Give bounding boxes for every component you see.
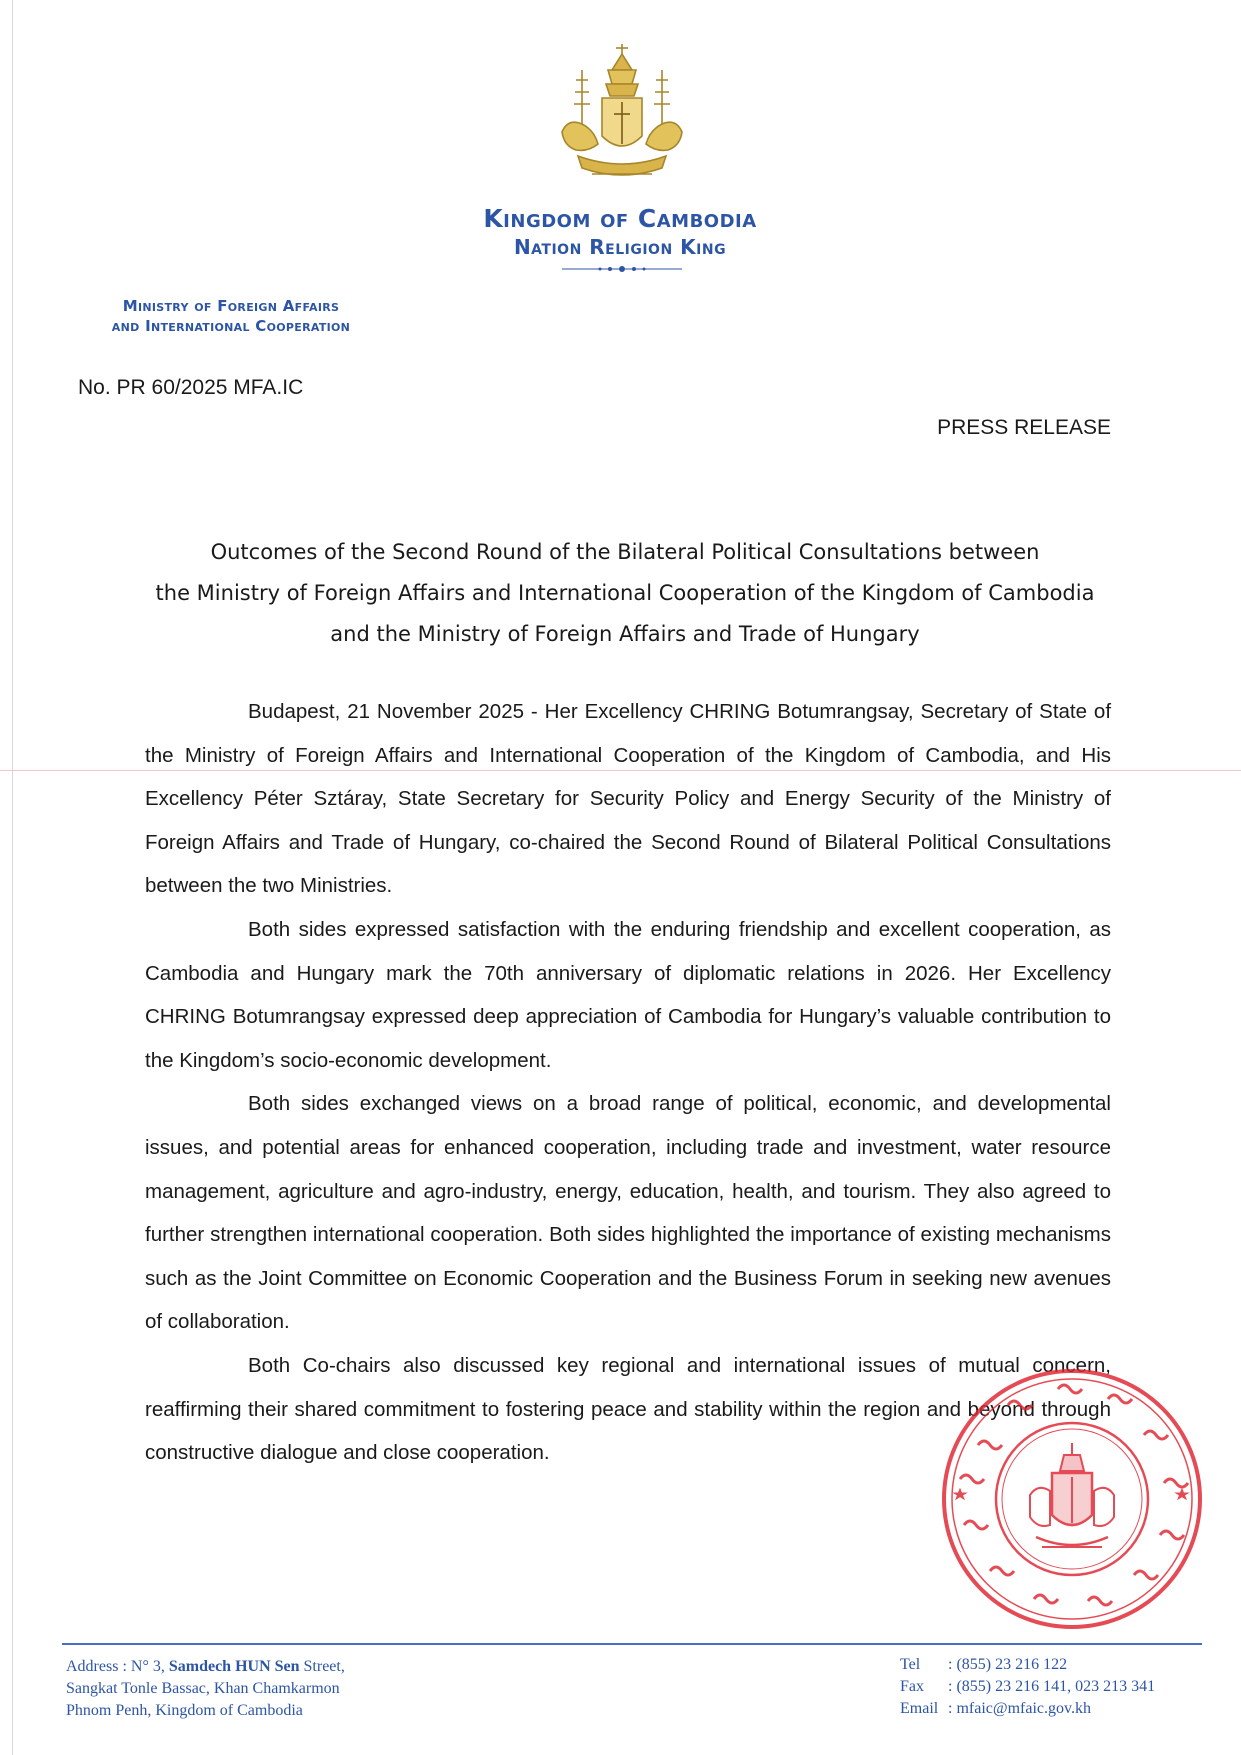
tel-label: Tel [900, 1656, 921, 1673]
paragraph-3: Both sides exchanged views on a broad range of political, economic, and developmental issues, and potential areas for enhanced cooperation, including trade and investment, water resource management, agriculture and agro-industry, energy, education, health, and tourism. They also agreed to further strengthen international cooperation. Both sides highlighted the importance of existing mechanisms such as the Joint Committee on Economic Cooperation and the Business Forum in seeking new avenues of collaboration. [145, 1092, 1111, 1334]
ministry-heading [56, 296, 406, 336]
ornament-divider-icon [562, 264, 682, 274]
paragraph-2: Both sides expressed satisfaction with the enduring friendship and excellent cooperation, as Cambodia and Hungary mark the 70th anniversary of diplomatic relations in 2026. Her Excellency CHRING Botumrangsay expressed deep appreciation of Cambodia for Hungary’s valuable contribution to the Kingdom’s socio-economic development. [145, 917, 1111, 1072]
dateline: Budapest, 21 November 2025 - [248, 700, 545, 723]
reference-number: No. PR 60/2025 MFA.IC [78, 376, 304, 399]
contact-tel [900, 1654, 1220, 1676]
contact-fax [900, 1676, 1220, 1698]
fax-label: Fax [900, 1678, 924, 1695]
tel-value: : (855) 23 216 122 [948, 1656, 1068, 1673]
address-line-1 [66, 1656, 566, 1678]
cochair-2-name: His Excellency Péter Sztáray [145, 743, 1111, 811]
kingdom-name: Kingdom of Cambodia [483, 204, 757, 233]
footer-contact [900, 1654, 1220, 1720]
contact-email [900, 1698, 1220, 1720]
address-street-suffix: Street, [299, 1658, 345, 1675]
email-label: Email [900, 1700, 939, 1717]
address-street-name: Samdech HUN Sen [168, 1658, 300, 1675]
national-motto: Nation Religion King [513, 235, 727, 259]
footer-divider [62, 1643, 1202, 1645]
email-value[interactable]: : mfaic@mfaic.gov.kh [948, 1700, 1091, 1717]
official-ministry-seal-icon [938, 1365, 1206, 1633]
paragraph-1-text-a: , Secretary of State of the Ministry of Foreign Affairs and International Cooperation of the Kingdom of Cambodia, and [145, 700, 1112, 767]
kingdom-heading [420, 204, 820, 260]
address-line-3: Phnom Penh, Kingdom of Cambodia [66, 1702, 303, 1719]
address-label: Address : N° 3, [66, 1658, 169, 1675]
royal-arms-of-cambodia-icon [542, 40, 702, 190]
paragraph-1 [145, 690, 1111, 908]
address-line-2: Sangkat Tonle Bassac, Khan Chamkarmon [66, 1680, 340, 1697]
page-edge [12, 0, 13, 1755]
paragraph-1-text-b: , State Secretary for Security Policy and Energy Security of the Ministry of Foreign Affairs and Trade of Hungary, co-chaired the Second Round of Bilateral Political Consultations between the two Ministries. [145, 787, 1111, 898]
paragraph-4: Both Co-chairs also discussed key regional and international issues of mutual concern, reaffirming their shared commitment to fostering peace and stability within the region and beyond through constructive dialogue and close cooperation. [145, 1353, 1111, 1465]
footer-address [66, 1656, 566, 1722]
title-line: the Ministry of Foreign Affairs and International Cooperation of the Kingdom of Cambodia [155, 581, 1095, 605]
ministry-line-2: and International Cooperation [111, 317, 351, 335]
document-type: PRESS RELEASE [937, 416, 1111, 439]
title-line: and the Ministry of Foreign Affairs and Trade of Hungary [330, 622, 920, 646]
fax-value: : (855) 23 216 141, 023 213 341 [948, 1678, 1156, 1695]
ministry-line-1: Ministry of Foreign Affairs [122, 297, 340, 315]
title-line: Outcomes of the Second Round of the Bilateral Political Consultations between [210, 540, 1040, 564]
cochair-1-name: Her Excellency CHRING Botumrangsay [544, 700, 908, 723]
press-release-body [145, 690, 1111, 1475]
document-title [135, 532, 1115, 655]
